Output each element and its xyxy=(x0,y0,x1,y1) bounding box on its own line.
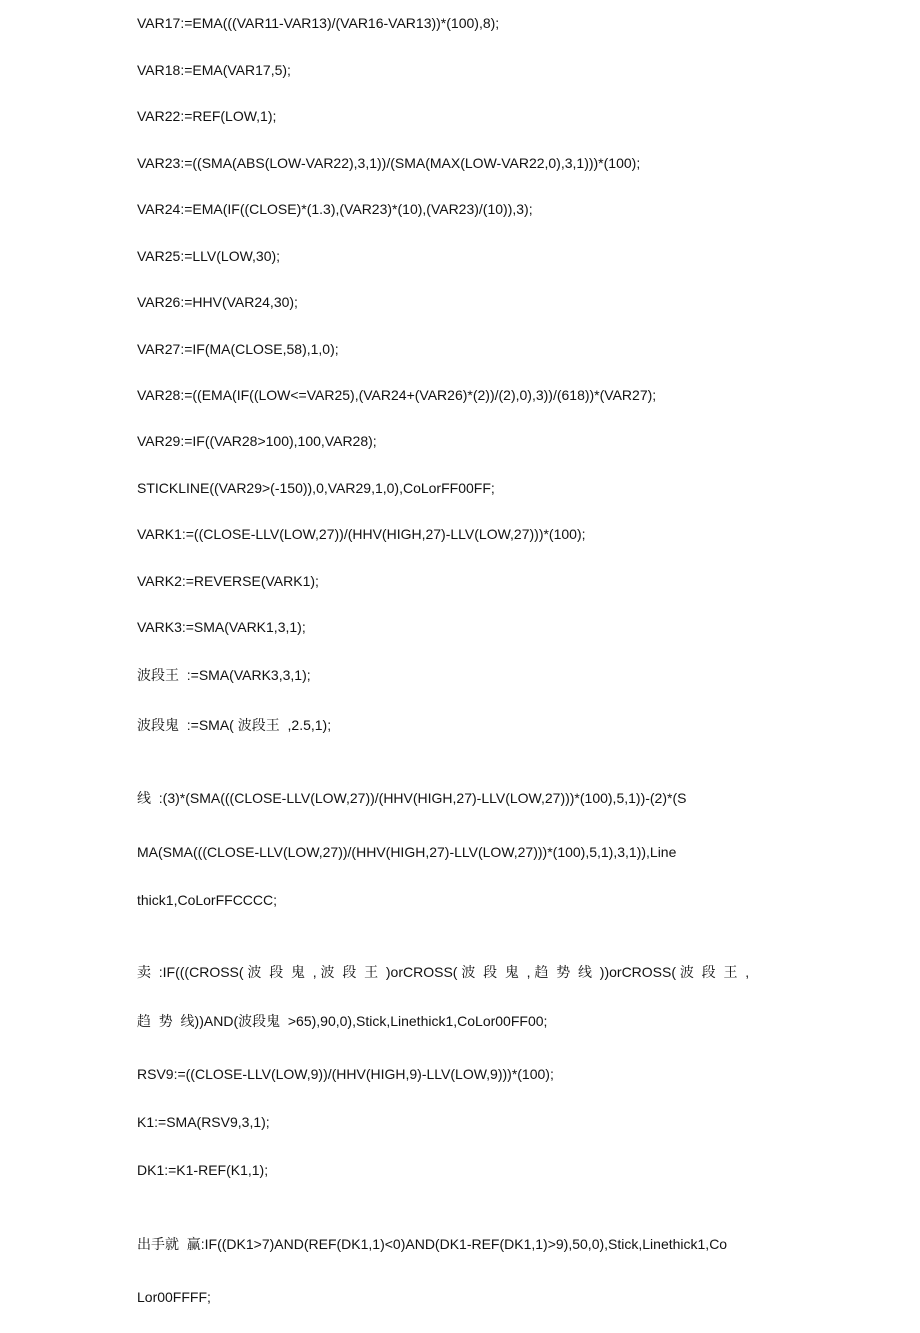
code-line: 趋 势 线))AND(波段鬼 >65),90,0),Stick,Linethick1,CoLor00FF00; xyxy=(137,1013,548,1029)
code-line: 卖 :IF(((CROSS( 波 段 鬼 , 波 段 王 )orCROSS( 波 段 鬼 , 趋 势 线 ))orCROSS( 波 段 王 , xyxy=(137,964,750,980)
code-line: VARK1:=((CLOSE-LLV(LOW,27))/(HHV(HIGH,27)-LLV(LOW,27)))*(100); xyxy=(137,526,586,542)
code-line: VAR26:=HHV(VAR24,30); xyxy=(137,294,298,310)
code-line: VAR17:=EMA(((VAR11-VAR13)/(VAR16-VAR13))*(100),8); xyxy=(137,15,500,31)
code-line: Lor00FFFF; xyxy=(137,1289,211,1305)
code-line: VAR22:=REF(LOW,1); xyxy=(137,108,277,124)
code-line: thick1,CoLorFFCCCC; xyxy=(137,892,278,908)
code-line: VARK3:=SMA(VARK1,3,1); xyxy=(137,619,306,635)
code-line: 波段鬼 :=SMA( 波段王 ,2.5,1); xyxy=(137,717,332,733)
code-line: K1:=SMA(RSV9,3,1); xyxy=(137,1114,270,1130)
code-line: VAR27:=IF(MA(CLOSE,58),1,0); xyxy=(137,341,339,357)
code-line: VAR24:=EMA(IF((CLOSE)*(1.3),(VAR23)*(10),(VAR23)/(10)),3); xyxy=(137,201,533,217)
code-line: VAR29:=IF((VAR28>100),100,VAR28); xyxy=(137,433,377,449)
code-line: VAR23:=((SMA(ABS(LOW-VAR22),3,1))/(SMA(MAX(LOW-VAR22,0),3,1)))*(100); xyxy=(137,155,641,171)
code-line: VAR18:=EMA(VAR17,5); xyxy=(137,62,291,78)
code-line: DK1:=K1-REF(K1,1); xyxy=(137,1162,269,1178)
code-line: VARK2:=REVERSE(VARK1); xyxy=(137,573,319,589)
code-line: RSV9:=((CLOSE-LLV(LOW,9))/(HHV(HIGH,9)-LLV(LOW,9)))*(100); xyxy=(137,1066,554,1082)
code-line: 线 :(3)*(SMA(((CLOSE-LLV(LOW,27))/(HHV(HIGH,27)-LLV(LOW,27)))*(100),5,1))-(2)*(S xyxy=(137,790,687,806)
code-line: VAR28:=((EMA(IF((LOW<=VAR25),(VAR24+(VAR26)*(2))/(2),0),3))/(618))*(VAR27); xyxy=(137,387,657,403)
code-line: STICKLINE((VAR29>(-150)),0,VAR29,1,0),CoLorFF00FF; xyxy=(137,480,495,496)
code-line: MA(SMA(((CLOSE-LLV(LOW,27))/(HHV(HIGH,27)-LLV(LOW,27)))*(100),5,1),3,1)),Line xyxy=(137,844,677,860)
code-line: VAR25:=LLV(LOW,30); xyxy=(137,248,281,264)
code-line: 出手就 赢:IF((DK1>7)AND(REF(DK1,1)<0)AND(DK1-REF(DK1,1)>9),50,0),Stick,Linethick1,Co xyxy=(137,1236,728,1252)
code-line: 波段王 :=SMA(VARK3,3,1); xyxy=(137,667,311,683)
